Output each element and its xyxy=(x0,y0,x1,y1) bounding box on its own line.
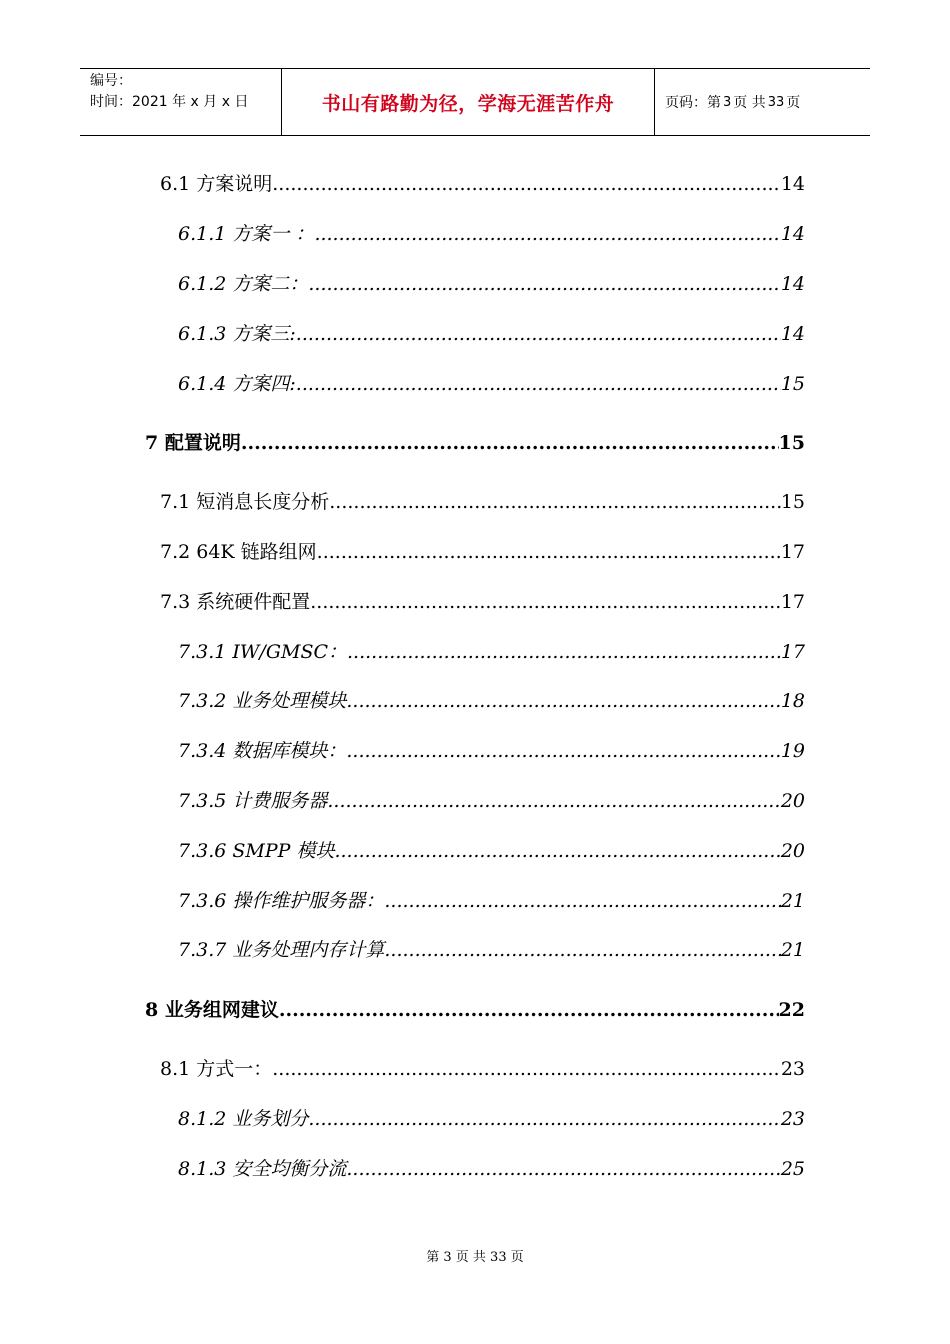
toc-entry-page: 21 xyxy=(780,939,805,961)
toc-entry[interactable] xyxy=(178,272,805,296)
toc-entry-page: 15 xyxy=(780,373,805,395)
toc-entry-page: 14 xyxy=(780,273,805,295)
toc-entry[interactable] xyxy=(145,998,805,1022)
toc-leader xyxy=(384,938,780,962)
header-page-prefix: 页码：第 xyxy=(665,95,721,111)
toc-entry[interactable] xyxy=(178,1157,805,1181)
toc-leader xyxy=(327,789,780,813)
toc-entry[interactable] xyxy=(145,431,805,455)
toc-leader xyxy=(272,1057,781,1081)
header-page-suffix: 页 xyxy=(786,95,801,111)
toc-leader xyxy=(329,490,781,514)
toc-entry[interactable] xyxy=(178,222,805,246)
header-page-mid: 页 共 xyxy=(733,95,766,111)
toc-entry-page: 23 xyxy=(780,1058,805,1080)
toc-entry-label: 8 业务组网建议 xyxy=(145,999,279,1021)
toc-entry-label: 8.1 方式一： xyxy=(160,1058,273,1080)
toc-leader xyxy=(241,431,779,455)
header-page-total: 33 xyxy=(767,94,785,110)
toc-leader xyxy=(308,272,780,296)
header-page-info xyxy=(655,69,870,135)
toc-entry-label: 8.1.3 安全均衡分流 xyxy=(178,1158,347,1180)
page-header xyxy=(80,68,870,136)
toc-leader xyxy=(272,172,781,196)
toc-entry[interactable] xyxy=(160,590,805,614)
header-page-current: 3 xyxy=(723,94,732,110)
toc-leader xyxy=(317,540,781,564)
toc-entry-page: 15 xyxy=(778,432,805,454)
toc-leader xyxy=(346,1157,780,1181)
toc-entry-page: 20 xyxy=(780,790,805,812)
toc-entry[interactable] xyxy=(160,1057,805,1081)
toc-entry-label: 7.3.5 计费服务器 xyxy=(178,790,328,812)
toc-entry-page: 14 xyxy=(780,173,805,195)
toc-entry-label: 6.1.2 方案二： xyxy=(178,273,309,295)
toc-leader xyxy=(347,640,781,664)
toc-entry-label: 7.1 短消息长度分析 xyxy=(160,491,330,513)
toc-entry[interactable] xyxy=(178,322,805,346)
toc-entry-label: 6.1.4 方案四: xyxy=(178,373,296,395)
toc-leader xyxy=(310,590,781,614)
toc-entry[interactable] xyxy=(178,1107,805,1131)
toc-entry[interactable] xyxy=(178,789,805,813)
toc-entry-label: 7.2 64K 链路组网 xyxy=(160,541,317,563)
toc-entry-page: 23 xyxy=(780,1108,805,1130)
toc-leader xyxy=(346,689,780,713)
header-number: 编号： xyxy=(90,73,132,89)
toc-entry[interactable] xyxy=(160,490,805,514)
page-footer: 第 3 页 共 33 页 xyxy=(426,1250,524,1265)
toc-entry-page: 17 xyxy=(780,541,805,563)
toc-entry[interactable] xyxy=(178,889,805,913)
toc-entry-label: 6.1.3 方案三: xyxy=(178,323,296,345)
toc-entry-page: 21 xyxy=(780,890,805,912)
toc-entry-label: 7.3.4 数据库模块： xyxy=(178,740,347,762)
toc-entry-page: 25 xyxy=(780,1158,805,1180)
toc-entry[interactable] xyxy=(178,689,805,713)
toc-entry-label: 7.3.7 业务处理内存计算 xyxy=(178,939,385,961)
toc-entry-label: 7 配置说明 xyxy=(145,432,241,454)
toc-entry-page: 14 xyxy=(780,323,805,345)
toc-entry-label: 7.3.6 操作维护服务器： xyxy=(178,890,385,912)
header-time: 时间：2021 年 x 月 x 日 xyxy=(90,94,249,110)
toc-entry[interactable] xyxy=(178,938,805,962)
toc-leader xyxy=(346,739,780,763)
toc-entry[interactable] xyxy=(178,640,805,664)
toc-entry-page: 17 xyxy=(780,641,805,663)
toc-leader xyxy=(384,889,780,913)
header-motto: 书山有路勤为径，学海无涯苦作舟 xyxy=(282,69,655,135)
toc-entry-label: 7.3.1 IW/GMSC： xyxy=(178,641,348,663)
toc-entry-page: 14 xyxy=(780,223,805,245)
toc-entry-label: 7.3.6 SMPP 模块 xyxy=(178,840,335,862)
toc-entry-page: 20 xyxy=(780,840,805,862)
toc-entry-label: 8.1.2 业务划分 xyxy=(178,1108,309,1130)
toc-entry[interactable] xyxy=(178,839,805,863)
toc-leader xyxy=(308,1107,780,1131)
toc-leader xyxy=(279,998,779,1022)
toc-leader xyxy=(334,839,780,863)
toc-leader xyxy=(314,222,780,246)
toc-entry-label: 6.1.1 方案一 ： xyxy=(178,223,315,245)
toc-entry-page: 22 xyxy=(778,999,805,1021)
toc-entry[interactable] xyxy=(178,739,805,763)
toc-entry-label: 7.3.2 业务处理模块 xyxy=(178,690,347,712)
toc-entry-page: 19 xyxy=(780,740,805,762)
toc-entry[interactable] xyxy=(160,172,805,196)
toc-entry[interactable] xyxy=(178,372,805,396)
toc-entry-page: 18 xyxy=(780,690,805,712)
toc-entry-page: 17 xyxy=(780,591,805,613)
toc-leader xyxy=(296,372,781,396)
header-meta xyxy=(80,69,282,135)
toc-entry-label: 6.1 方案说明 xyxy=(160,173,273,195)
toc-leader xyxy=(296,322,781,346)
toc-entry[interactable] xyxy=(160,540,805,564)
toc-entry-page: 15 xyxy=(780,491,805,513)
toc-entry-label: 7.3 系统硬件配置 xyxy=(160,591,311,613)
